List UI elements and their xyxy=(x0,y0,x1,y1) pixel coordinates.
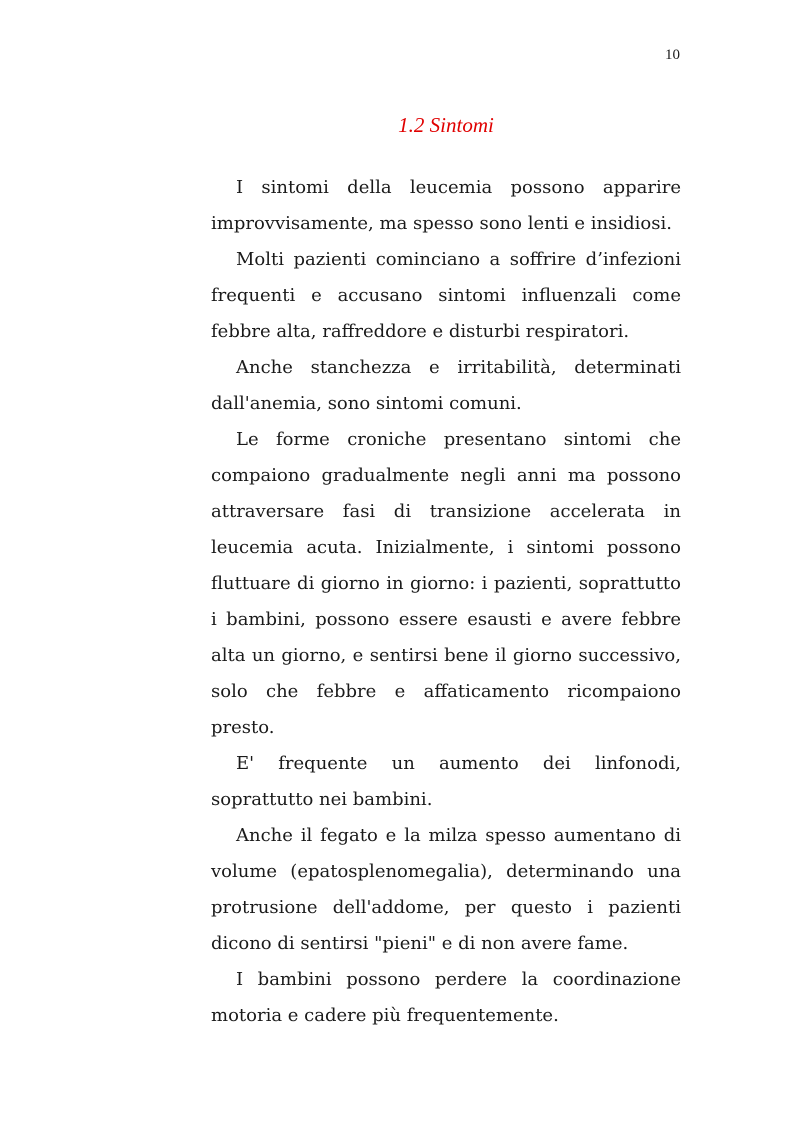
paragraph-lymph-nodes: E' frequente un aumento dei linfonodi, soprattutto nei bambini. xyxy=(211,753,681,810)
paragraph-coordination: I bambini possono perdere la coordinazione motoria e cadere più frequentemente. xyxy=(211,969,681,1026)
paragraph-anemia: Anche stanchezza e irritabilità, determinati dall'anemia, sono sintomi comuni. xyxy=(211,357,681,414)
page-number: 10 xyxy=(665,47,680,63)
section-title: 1.2 Sintomi xyxy=(398,113,494,137)
paragraph-splenomegaly: Anche il fegato e la milza spesso aumentano di volume (epatosplenomegalia), determinando una protrusione dell'addome, per questo i pazienti dicono di sentirsi "pieni" e di non avere fame. xyxy=(211,825,681,954)
paragraph-infections: Molti pazienti cominciano a soffrire d’infezioni frequenti e accusano sintomi influenzali come febbre alta, raffreddore e disturbi respiratori. xyxy=(211,249,681,342)
paragraph-chronic-forms: Le forme croniche presentano sintomi che compaiono gradualmente negli anni ma possono attraversare fasi di transizione accelerata in leucemia acuta. Inizialmente, i sintomi possono fluttuare di giorno in giorno: i pazienti, soprattutto i bambini, possono essere esausti e avere febbre alta un giorno, e sentirsi bene il giorno successivo, solo che febbre e affaticamento ricompaiono presto. xyxy=(211,429,681,738)
body-text xyxy=(211,170,681,1034)
paragraph-onset: I sintomi della leucemia possono apparire improvvisamente, ma spesso sono lenti e insidiosi. xyxy=(211,177,681,234)
